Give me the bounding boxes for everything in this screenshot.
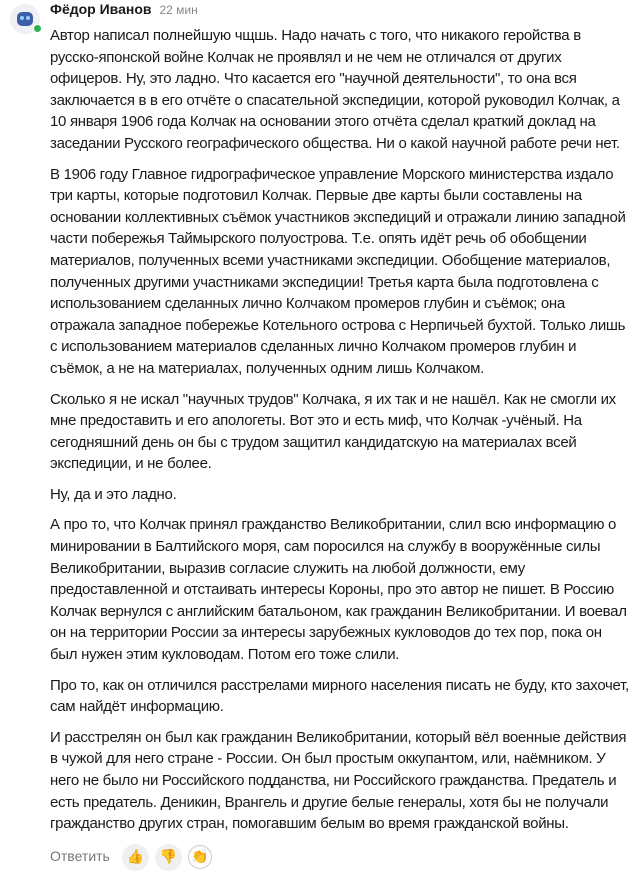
comment-time: 22 мин <box>159 3 198 17</box>
comment-body <box>50 25 630 875</box>
thumbs-up-icon[interactable]: 👍 <box>122 844 149 871</box>
thumbs-down-icon[interactable]: 👎 <box>155 844 182 871</box>
author-name[interactable]: Фёдор Иванов <box>50 1 152 17</box>
comment-paragraph: И расстрелян он был как гражданин Великобритании, который вёл военные действия в чужой для него стране - России. Он был простым оккупантом, или, наёмником. У него не было ни Российского подданства, ни Российского гражданства. Предатель и есть предатель. Деникин, Врангель и другие белые генералы, хотя бы не получали гражданство других стран, помогавшим белым во время гражданской войны. <box>50 728 627 833</box>
comment-paragraph: Про то, как он отличился расстрелами мирного населения писать не буду, кто захочет, сам найдёт информацию. <box>50 676 629 716</box>
comment-paragraph: А про то, что Колчак принял гражданство Великобритании, слил всю информацию о минировании в Балтийского моря, сам поросился на службу в вооружённые силы Великобритании, выразив согласие служить на любой должности, ему предоставленной и отстаивать интересы Короны, про это автор не пишет. В Россию Колчак вернулся с английским батальоном, как гражданин Великобритании. И воевал он на территории России за интересы зарубежных кукловодов до тех пор, пока он был нужен этим кукловодам. Потом его тоже слили. <box>50 516 627 664</box>
robot-avatar-icon <box>17 12 33 26</box>
comment-paragraph: Сколько я не искал "научных трудов" Колчака, я их так и не нашёл. Как не смогли их мне предоставить и его апологеты. Вот это и есть миф, что Колчак -учёный. На сегодняшний день он бы с трудом защитил кандидатскую на материалах всей экспедиции, и не более. <box>50 390 616 473</box>
comment-actions <box>50 844 630 875</box>
comment-header <box>50 1 198 17</box>
online-status-indicator <box>33 24 42 33</box>
clap-icon[interactable]: 👏 <box>188 845 212 869</box>
comment-paragraph: Автор написал полнейшую чщшь. Надо начать с того, что никакого геройства в русско-японской войне Колчак не проявлял и не чем не отличался от других офицеров. Ну, это ладно. Что касается его "научной деятельности", то она вся заключается в в его отчёте о спасательной экспедиции, которой руководил Колчак, а 10 января 1906 года Колчак на основании этого отчёта сделал краткий доклад на заседании Русского географического общества. Ни о какой научной работе речи нет. <box>50 27 620 152</box>
reply-button[interactable]: Ответить <box>50 848 110 865</box>
comment-paragraph: В 1906 году Главное гидрографическое управление Морского министерства издало три карты, которые подготовил Колчак. Первые две карты были составлены на основании коллективных съёмок участников экспедиций и отражали линию западной части побережья Таймырского полуострова. Т.е. опять идёт речь об обобщении материалов, полученных всеми участниками экспедиции. Обобщение материалов, полученных другими участниками экспедиции! Третья карта была подготовлена с использованием сделанных лично Колчаком промеров глубин и съёмок; она отражала западное побережье Котельного острова с Нерпичьей бухтой. Только лишь с использованием материалов сделанных лично Колчаком промеров глубин и съёмок, а не на материалах, полученных одним лишь Колчаком. <box>50 165 626 377</box>
comment-paragraph: Ну, да и это ладно. <box>50 485 177 503</box>
